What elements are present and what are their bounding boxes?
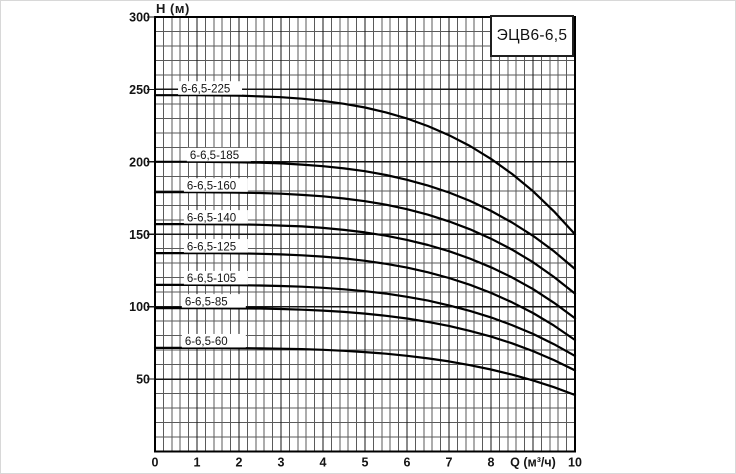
pump-model-label: ЭЦВ6-6,5 (496, 27, 568, 44)
y-tick-label: 50 (136, 372, 150, 387)
x-axis-title: Q (м³/ч) (510, 455, 556, 470)
x-tick-label: 3 (277, 455, 285, 470)
curve-label: 6-6,5-60 (184, 336, 228, 349)
y-axis-title: H (м) (156, 1, 190, 16)
curve-label: 6-6,5-185 (189, 150, 240, 163)
y-tick-label: 200 (129, 155, 150, 170)
x-tick-label: 1 (193, 455, 201, 470)
curve-label: 6-6,5-85 (184, 296, 228, 309)
x-tick-label: 5 (361, 455, 369, 470)
curve-label: 6-6,5-225 (181, 83, 231, 96)
curve-label: 6-6,5-160 (186, 180, 237, 193)
pump-model-badge (490, 15, 574, 57)
x-tick-label: 10 (568, 455, 582, 470)
curve-label: 6-6,5-140 (186, 212, 237, 225)
x-tick-label: 4 (319, 455, 327, 470)
curve-label: 6-6,5-105 (186, 273, 237, 286)
x-tick-label: 8 (487, 455, 495, 470)
x-tick-label: 2 (235, 455, 243, 470)
y-tick-label: 100 (129, 300, 150, 315)
x-tick-label: 7 (445, 455, 453, 470)
curve-label: 6-6,5-125 (186, 241, 237, 254)
x-tick-label: 0 (151, 455, 159, 470)
y-tick-label: 250 (129, 82, 150, 97)
y-tick-label: 150 (129, 227, 150, 242)
y-tick-label: 300 (129, 10, 150, 25)
x-tick-label: 6 (403, 455, 411, 470)
